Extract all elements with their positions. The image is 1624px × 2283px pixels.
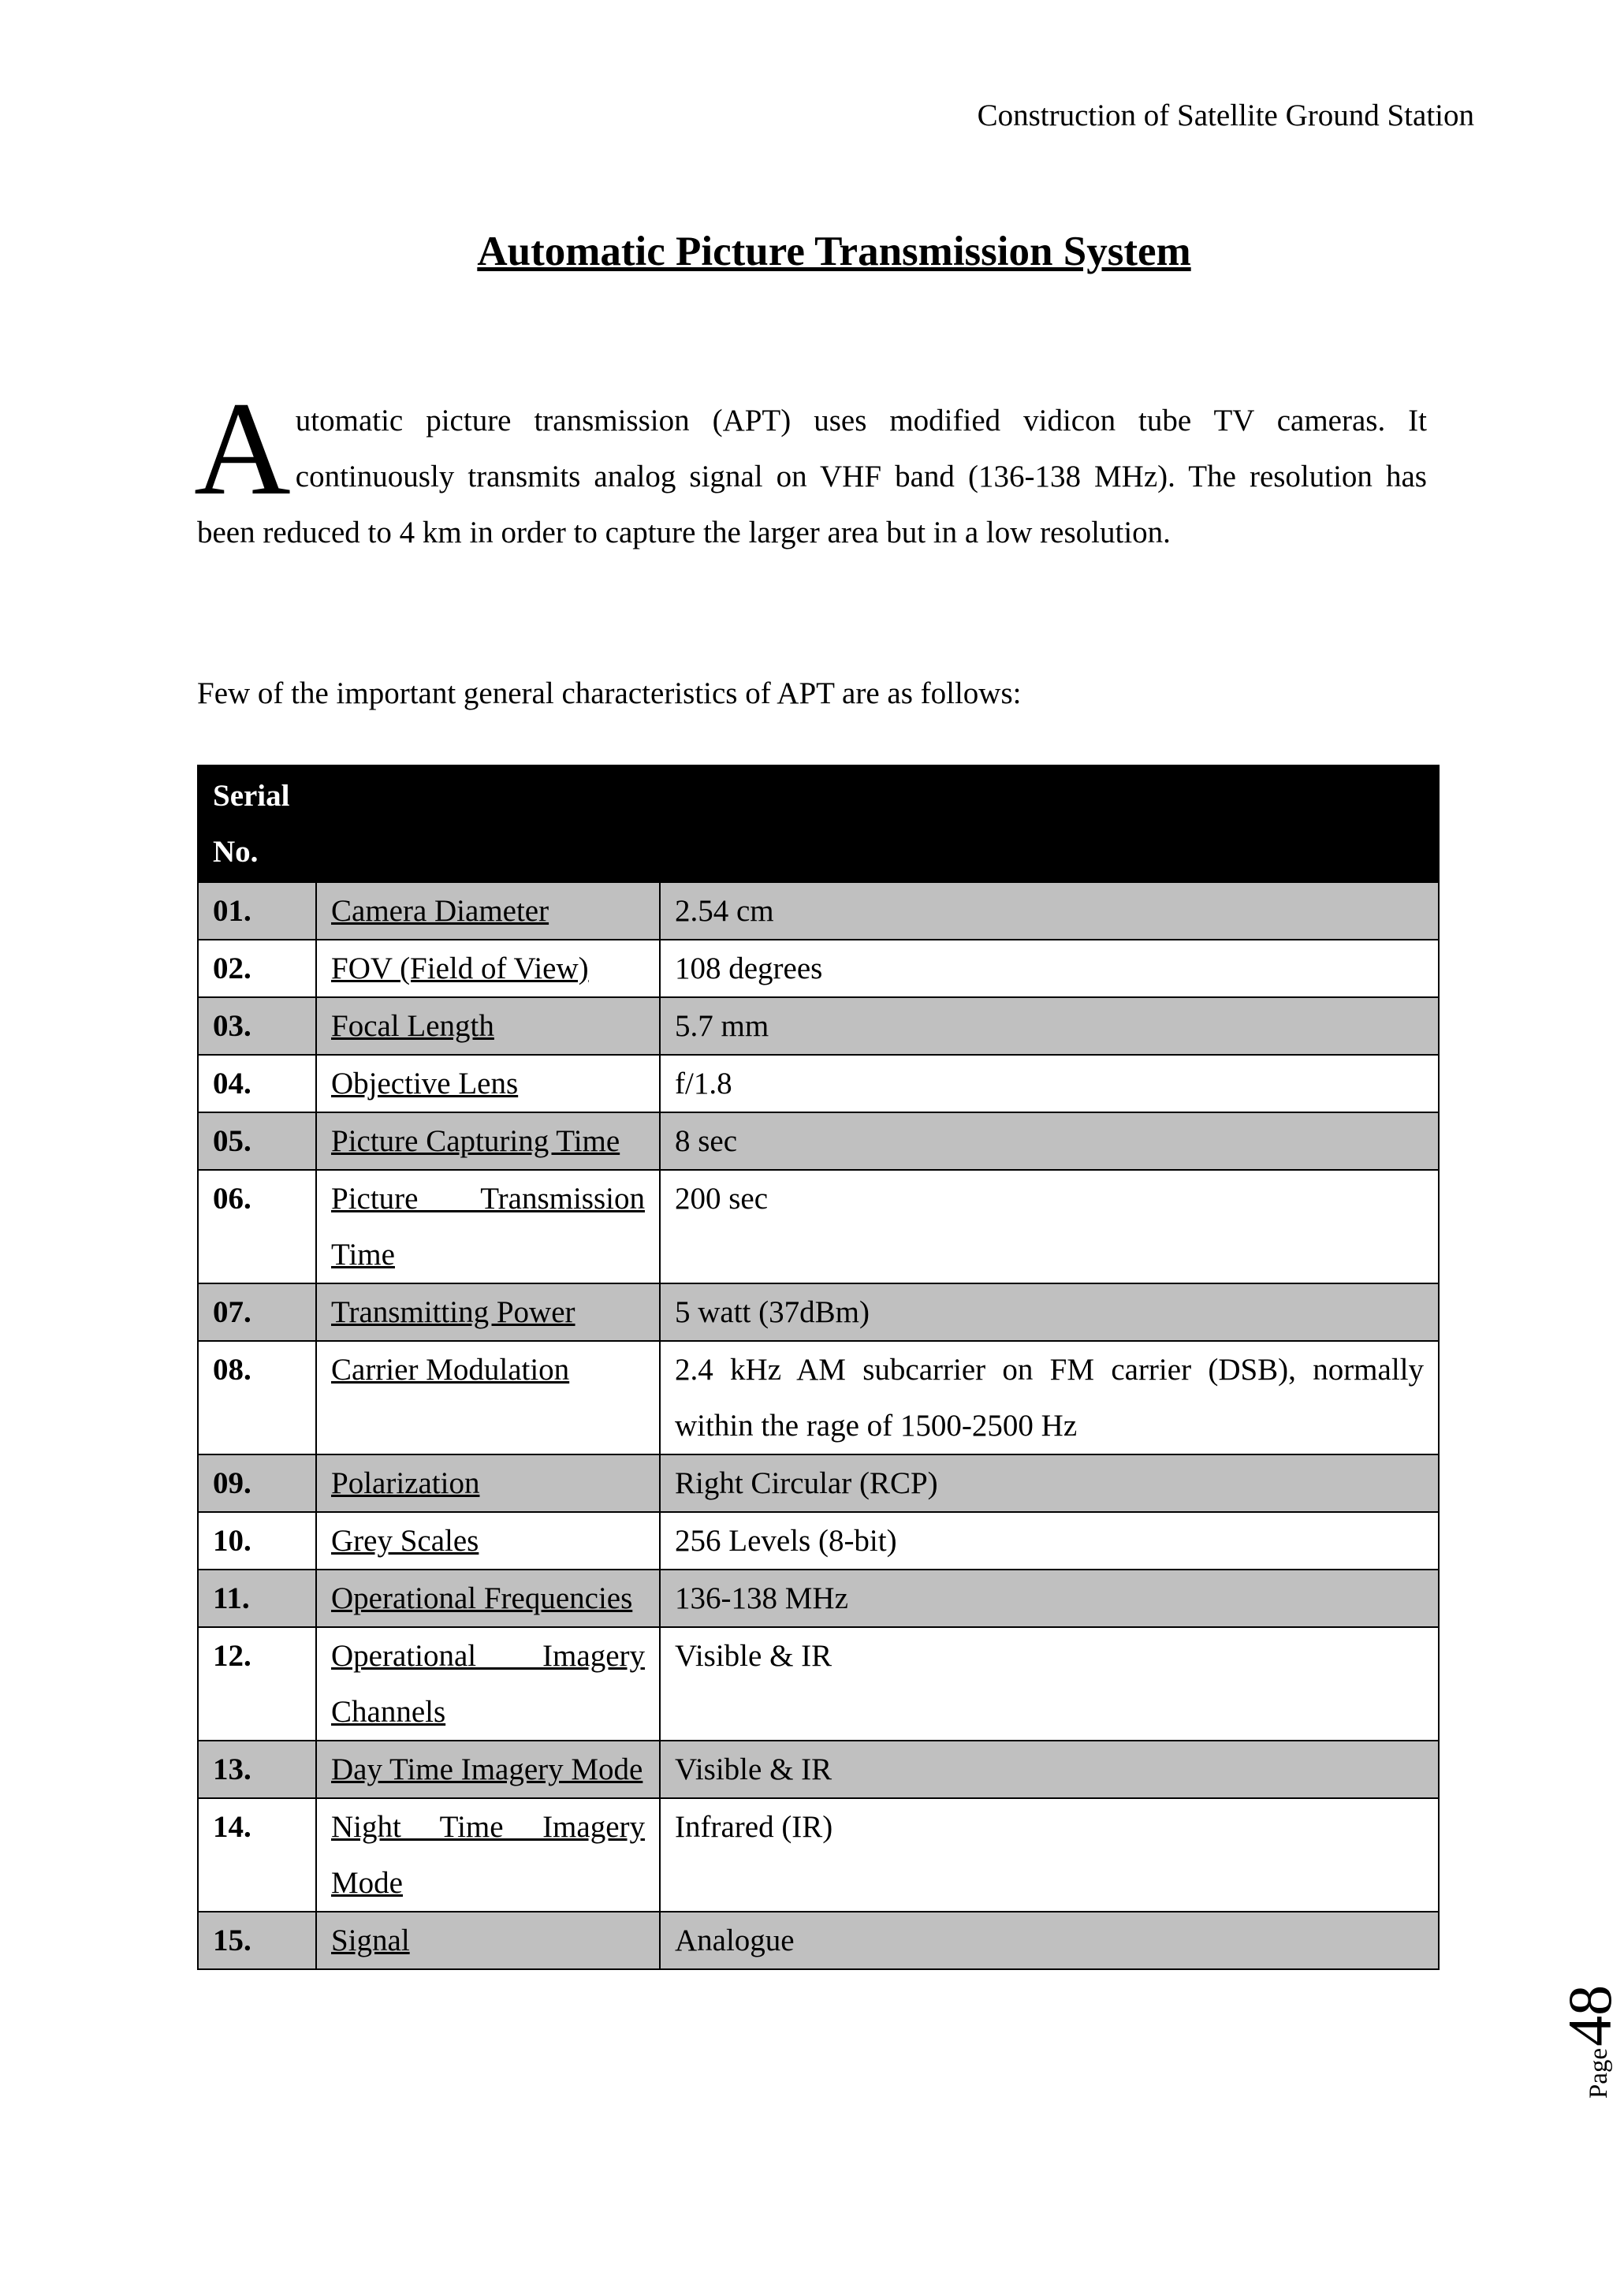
parameter-label: Night Time Imagery Mode [331, 1810, 645, 1900]
serial-cell: 03. [198, 997, 316, 1055]
value-cell: Right Circular (RCP) [660, 1454, 1439, 1512]
page-number [1495, 1979, 1624, 2105]
parameter-label: Signal [331, 1924, 410, 1957]
table-row [198, 1170, 1439, 1283]
value-cell: 256 Levels (8-bit) [660, 1512, 1439, 1570]
parameter-label: Grey Scales [331, 1524, 479, 1558]
serial-cell: 04. [198, 1055, 316, 1112]
parameter-label: FOV (Field of View) [331, 952, 589, 985]
parameter-cell [316, 1570, 660, 1627]
page-label: Page [1585, 2047, 1613, 2099]
table-row [198, 997, 1439, 1055]
serial-cell: 12. [198, 1627, 316, 1741]
parameter-label: Camera Diameter [331, 894, 549, 928]
value-cell: 2.54 cm [660, 882, 1439, 940]
parameter-label: Operational Imagery Channels [331, 1639, 645, 1729]
parameter-label: Day Time Imagery Mode [331, 1752, 643, 1786]
intro-paragraph [194, 374, 1427, 561]
serial-cell: 08. [198, 1341, 316, 1454]
header-value [660, 765, 1439, 882]
serial-cell: 14. [198, 1798, 316, 1912]
page-title: Automatic Picture Transmission System [477, 228, 1191, 274]
table-lead-in: Few of the important general characteristics of APT are as follows: [197, 676, 1022, 710]
page-number-value: 48 [1555, 1984, 1624, 2047]
parameter-label: Focal Length [331, 1009, 494, 1043]
serial-cell: 01. [198, 882, 316, 940]
parameter-label: Operational Frequencies [331, 1581, 633, 1615]
parameter-cell [316, 1341, 660, 1454]
table-header-row [198, 765, 1439, 882]
parameter-cell [316, 1512, 660, 1570]
value-cell: Infrared (IR) [660, 1798, 1439, 1912]
parameter-cell [316, 1627, 660, 1741]
serial-cell: 06. [198, 1170, 316, 1283]
value-cell: 200 sec [660, 1170, 1439, 1283]
parameter-cell [316, 940, 660, 997]
parameter-label: Objective Lens [331, 1067, 519, 1101]
parameter-label: Picture Capturing Time [331, 1124, 620, 1158]
running-header: Construction of Satellite Ground Station [977, 99, 1474, 132]
parameter-label: Polarization [331, 1466, 480, 1500]
value-cell: Visible & IR [660, 1627, 1439, 1741]
table-row [198, 1798, 1439, 1912]
serial-cell: 05. [198, 1112, 316, 1170]
intro-text: utomatic picture transmission (APT) uses modified vidicon tube TV cameras. It continuously transmits analog signal on VHF band (136-138 MHz). The resolution has been reduced to 4 km in order to capture the larger area but in a low resolution. [197, 404, 1427, 549]
parameter-cell [316, 1055, 660, 1112]
header-serial: Serial No. [198, 765, 316, 882]
serial-cell: 13. [198, 1741, 316, 1798]
table-row [198, 1283, 1439, 1341]
parameter-cell [316, 1798, 660, 1912]
parameter-label: Picture Transmission Time [331, 1182, 645, 1272]
value-cell: 8 sec [660, 1112, 1439, 1170]
parameter-cell [316, 1170, 660, 1283]
table-row [198, 940, 1439, 997]
table-row [198, 1912, 1439, 1969]
parameter-cell [316, 1741, 660, 1798]
dropcap: A [194, 374, 291, 523]
header-parameter [316, 765, 660, 882]
parameter-cell [316, 1112, 660, 1170]
value-cell: 5 watt (37dBm) [660, 1283, 1439, 1341]
value-cell: f/1.8 [660, 1055, 1439, 1112]
table-row [198, 1627, 1439, 1741]
table-row [198, 1741, 1439, 1798]
parameter-cell [316, 882, 660, 940]
table-row [198, 1055, 1439, 1112]
parameter-cell [316, 997, 660, 1055]
value-cell: 136-138 MHz [660, 1570, 1439, 1627]
serial-cell: 02. [198, 940, 316, 997]
serial-cell: 07. [198, 1283, 316, 1341]
serial-cell: 09. [198, 1454, 316, 1512]
table-row [198, 1570, 1439, 1627]
parameter-cell [316, 1454, 660, 1512]
serial-cell: 11. [198, 1570, 316, 1627]
parameter-cell [316, 1912, 660, 1969]
parameter-label: Transmitting Power [331, 1295, 575, 1329]
serial-cell: 10. [198, 1512, 316, 1570]
value-cell: 2.4 kHz AM subcarrier on FM carrier (DSB), normally within the rage of 1500-2500 Hz [660, 1341, 1439, 1454]
value-cell: 108 degrees [660, 940, 1439, 997]
serial-cell: 15. [198, 1912, 316, 1969]
table-row [198, 1512, 1439, 1570]
table-row [198, 882, 1439, 940]
parameter-cell [316, 1283, 660, 1341]
table-row [198, 1341, 1439, 1454]
value-cell: 5.7 mm [660, 997, 1439, 1055]
table-row [198, 1454, 1439, 1512]
value-cell: Analogue [660, 1912, 1439, 1969]
parameter-label: Carrier Modulation [331, 1353, 570, 1387]
table-row [198, 1112, 1439, 1170]
value-cell: Visible & IR [660, 1741, 1439, 1798]
apt-characteristics-table [197, 765, 1440, 1970]
